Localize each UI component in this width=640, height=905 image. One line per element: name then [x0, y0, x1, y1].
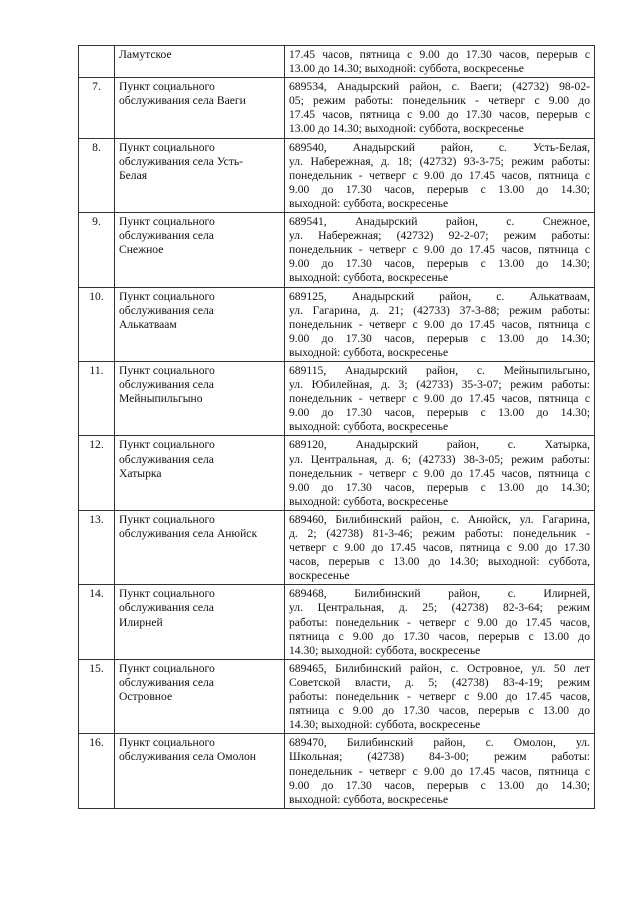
name-line: обслуживания села	[119, 601, 214, 615]
address-line: 17.45 часов, пятница с 9.00 до 17.30 часов, перерыв с	[289, 108, 590, 122]
service-point-name	[115, 510, 285, 584]
row-number: 11.	[79, 361, 115, 435]
address-line: 689541, Анадырский район, с. Снежное,	[289, 215, 590, 229]
table-row	[79, 585, 595, 659]
service-point-name	[115, 78, 285, 138]
address-schedule	[285, 436, 595, 510]
service-point-name	[115, 585, 285, 659]
table-row	[79, 287, 595, 361]
name-line: обслуживания села Омолон	[119, 750, 256, 764]
table-row	[79, 659, 595, 733]
name-line: Алькатваам	[119, 317, 177, 331]
address-line: понедельник - четверг с 9.00 до 17.45 часов, пятница с	[289, 466, 590, 480]
name-line: Пункт социального	[119, 289, 215, 303]
row-number: 9.	[79, 213, 115, 287]
address-line: 689468, Билибинский район, с. Илирней,	[289, 587, 590, 601]
address-line: работы: понедельник - четверг с 9.00 до 17.45 часов,	[289, 690, 590, 704]
address-line: Школьная; (42738) 84-3-00; режим работы:	[289, 750, 590, 764]
address-schedule	[285, 585, 595, 659]
address-line: выходной: суббота, воскресенье	[289, 420, 449, 434]
row-number: 14.	[79, 585, 115, 659]
address-schedule	[285, 46, 595, 78]
address-line: понедельник - четверг с 9.00 до 17.45 часов, пятница с	[289, 243, 590, 257]
name-line: Пункт социального	[119, 140, 215, 154]
address-line: 689465, Билибинский район, с. Островное, ул. 50 лет	[289, 661, 590, 675]
name-line: Пункт социального	[119, 438, 215, 452]
row-number	[79, 46, 115, 78]
name-line: обслуживания села Ваеги	[119, 94, 246, 108]
address-line: выходной: суббота, воскресенье	[289, 196, 449, 210]
address-line: воскресенье	[289, 569, 350, 583]
table-row	[79, 734, 595, 808]
address-line: понедельник - четверг с 9.00 до 17.45 часов, пятница с	[289, 168, 590, 182]
service-point-name	[115, 287, 285, 361]
row-number: 12.	[79, 436, 115, 510]
address-line: 17.45 часов, пятница с 9.00 до 17.30 часов, перерыв с	[289, 48, 590, 61]
name-line: Мейныпильгыно	[119, 392, 203, 406]
address-line: ул. Гагарина, д. 21; (42733) 37-3-88; режим работы:	[289, 303, 590, 317]
address-line: 689534, Анадырский район, с. Ваеги; (42732) 98-02-	[289, 80, 590, 94]
name-line: Ламутское	[119, 48, 172, 61]
name-line: обслуживания села Усть-	[119, 154, 244, 168]
address-line: 689125, Анадырский район, с. Алькатваам,	[289, 289, 590, 303]
name-line: Островное	[119, 690, 173, 704]
address-schedule	[285, 287, 595, 361]
name-line: Илирней	[119, 615, 163, 629]
address-schedule	[285, 734, 595, 808]
service-point-name	[115, 138, 285, 212]
address-line: 13.00 до 14.30; выходной: суббота, воскресенье	[289, 62, 524, 76]
address-line: 14.30; выходной: суббота, воскресенье	[289, 718, 481, 732]
name-line: обслуживания села	[119, 303, 214, 317]
name-line: Пункт социального	[119, 587, 215, 601]
row-number: 8.	[79, 138, 115, 212]
table-row	[79, 361, 595, 435]
name-line: обслуживания села	[119, 229, 214, 243]
service-point-name	[115, 46, 285, 78]
row-number: 10.	[79, 287, 115, 361]
address-schedule	[285, 510, 595, 584]
service-point-name	[115, 734, 285, 808]
address-line: ул. Набережная, д. 18; (42732) 93-3-75; режим работы:	[289, 154, 590, 168]
address-line: 689460, Билибинский район, с. Анюйск, ул. Гагарина,	[289, 512, 590, 526]
address-line: понедельник - четверг с 9.00 до 17.45 часов, пятница с	[289, 764, 590, 778]
address-schedule	[285, 361, 595, 435]
row-number: 15.	[79, 659, 115, 733]
table-row	[79, 138, 595, 212]
row-number: 13.	[79, 510, 115, 584]
address-line: ул. Набережная; (42732) 92-2-07; режим работы:	[289, 229, 590, 243]
address-line: 689115, Анадырский район, с. Мейныпильгыно,	[289, 363, 590, 377]
name-line: Пункт социального	[119, 736, 215, 750]
address-line: 689470, Билибинский район, с. Омолон, ул.	[289, 736, 590, 750]
service-point-name	[115, 436, 285, 510]
address-line: 14.30; выходной: суббота, воскресенье	[289, 643, 481, 657]
row-number: 7.	[79, 78, 115, 138]
address-line: ул. Центральная, д. 6; (42733) 38-3-05; режим работы:	[289, 452, 590, 466]
address-line: ул. Центральная, д. 25; (42738) 82-3-64; режим	[289, 601, 590, 615]
address-line: пятница с 9.00 до 17.30 часов, перерыв с 13.00 до	[289, 704, 590, 718]
address-line: 9.00 до 17.30 часов, перерыв с 13.00 до 14.30;	[289, 182, 590, 196]
address-line: выходной: суббота, воскресенье	[289, 271, 449, 285]
address-line: ул. Юбилейная, д. 3; (42733) 35-3-07; режим работы:	[289, 378, 590, 392]
service-point-name	[115, 659, 285, 733]
social-service-points-table	[78, 45, 595, 809]
address-line: 689540, Анадырский район, с. Усть-Белая,	[289, 140, 590, 154]
name-line: обслуживания села	[119, 675, 214, 689]
table-row	[79, 510, 595, 584]
name-line: Пункт социального	[119, 512, 215, 526]
address-schedule	[285, 213, 595, 287]
address-line: 9.00 до 17.30 часов, перерыв с 13.00 до 14.30;	[289, 257, 590, 271]
address-line: 9.00 до 17.30 часов, перерыв с 13.00 до 14.30;	[289, 778, 590, 792]
address-line: Советской власти, д. 5; (42738) 83-4-19; режим	[289, 675, 590, 689]
address-line: выходной: суббота, воскресенье	[289, 345, 449, 359]
name-line: Пункт социального	[119, 80, 215, 94]
address-line: четверг с 9.00 до 17.45 часов, пятница с 9.00 до 17.30	[289, 541, 590, 555]
name-line: обслуживания села Анюйск	[119, 527, 258, 540]
address-line: 9.00 до 17.30 часов, перерыв с 13.00 до 14.30;	[289, 331, 590, 345]
name-line: Белая	[119, 168, 148, 182]
address-line: 05; режим работы: понедельник - четверг с 9.00 до	[289, 94, 590, 108]
address-schedule	[285, 78, 595, 138]
table-row	[79, 213, 595, 287]
address-line: часов, перерыв с 13.00 до 14.30; выходной: суббота,	[289, 555, 590, 569]
address-line: 9.00 до 17.30 часов, перерыв с 13.00 до 14.30;	[289, 480, 590, 494]
name-line: Хатырка	[119, 466, 162, 480]
row-number: 16.	[79, 734, 115, 808]
address-line: 13.00 до 14.30; выходной: суббота, воскресенье	[289, 122, 524, 136]
name-line: Пункт социального	[119, 215, 215, 229]
address-line: 689120, Анадырский район, с. Хатырка,	[289, 438, 590, 452]
table-row	[79, 436, 595, 510]
address-line: 9.00 до 17.30 часов, перерыв с 13.00 до 14.30;	[289, 406, 590, 420]
address-line: понедельник - четверг с 9.00 до 17.45 часов, пятница с	[289, 317, 590, 331]
name-line: Пункт социального	[119, 363, 215, 377]
address-line: д. 2; (42738) 81-3-46; режим работы: понедельник -	[289, 527, 590, 540]
service-point-name	[115, 361, 285, 435]
name-line: Пункт социального	[119, 661, 215, 675]
name-line: обслуживания села	[119, 452, 214, 466]
service-point-name	[115, 213, 285, 287]
table-row	[79, 46, 595, 78]
address-schedule	[285, 138, 595, 212]
address-line: выходной: суббота, воскресенье	[289, 494, 449, 508]
address-line: выходной: суббота, воскресенье	[289, 792, 449, 806]
address-line: пятница с 9.00 до 17.30 часов, перерыв с 13.00 до	[289, 629, 590, 643]
name-line: обслуживания села	[119, 378, 214, 392]
table-row	[79, 78, 595, 138]
address-line: работы: понедельник - четверг с 9.00 до 17.45 часов,	[289, 615, 590, 629]
address-schedule	[285, 659, 595, 733]
address-line: понедельник - четверг с 9.00 до 17.45 часов, пятница с	[289, 392, 590, 406]
name-line: Снежное	[119, 243, 164, 257]
